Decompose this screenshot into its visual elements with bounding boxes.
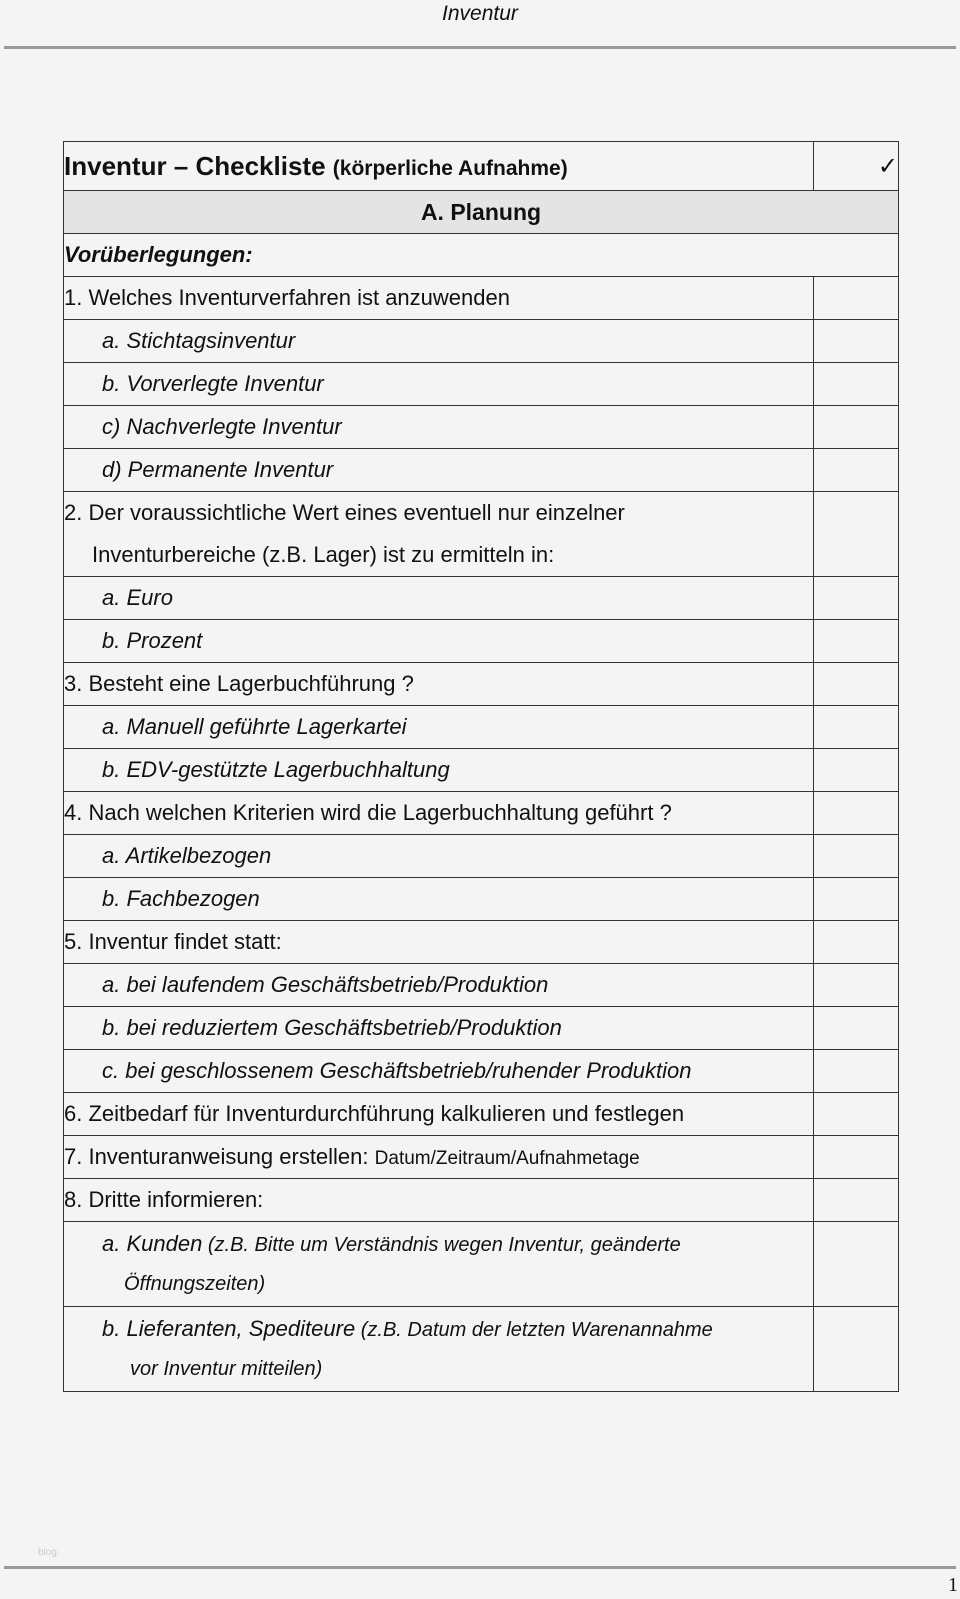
list-item-note: (z.B. Bitte um Verständnis wegen Inventur, geänderte <box>207 1234 681 1256</box>
checkbox-cell[interactable] <box>814 577 899 620</box>
list-item-text: b. Lieferanten, Spediteure <box>102 1316 356 1341</box>
checkbox-cell[interactable] <box>814 878 899 921</box>
checkbox-cell[interactable] <box>814 835 899 878</box>
list-item: 1. Welches Inventurverfahren ist anzuwenden <box>64 277 814 320</box>
checkbox-cell[interactable] <box>814 1222 899 1307</box>
checkbox-cell[interactable] <box>814 449 899 492</box>
list-item-note: (z.B. Datum der letzten Warenannahme <box>360 1319 713 1341</box>
list-item <box>64 1136 814 1179</box>
list-item: 6. Zeitbedarf für Inventurdurchführung kalkulieren und festlegen <box>64 1093 814 1136</box>
list-item: a. Stichtagsinventur <box>64 320 814 363</box>
checkbox-cell[interactable] <box>814 792 899 835</box>
list-item: b. bei reduziertem Geschäftsbetrieb/Produktion <box>64 1007 814 1050</box>
header-divider <box>4 46 956 49</box>
list-item <box>64 1222 814 1307</box>
list-item: 3. Besteht eine Lagerbuchführung ? <box>64 663 814 706</box>
list-item: a. Manuell geführte Lagerkartei <box>64 706 814 749</box>
list-item-note: Datum/Zeitraum/Aufnahmetage <box>374 1148 640 1169</box>
checkbox-cell[interactable] <box>814 363 899 406</box>
list-item: d) Permanente Inventur <box>64 449 814 492</box>
list-item: a. Euro <box>64 577 814 620</box>
checkbox-cell[interactable] <box>814 492 899 577</box>
checkbox-cell[interactable] <box>814 1307 899 1392</box>
list-item: b. EDV-gestützte Lagerbuchhaltung <box>64 749 814 792</box>
page-number: 1 <box>948 1574 958 1596</box>
list-item-note: Öffnungszeiten) <box>124 1273 266 1295</box>
checklist-title <box>64 142 814 191</box>
list-item: c. bei geschlossenem Geschäftsbetrieb/ruhender Produktion <box>64 1050 814 1093</box>
checkbox-cell[interactable] <box>814 620 899 663</box>
list-item: b. Vorverlegte Inventur <box>64 363 814 406</box>
list-item-line: 2. Der voraussichtliche Wert eines eventuell nur einzelner <box>64 500 625 525</box>
watermark: blog <box>38 1547 57 1558</box>
list-item: 8. Dritte informieren: <box>64 1179 814 1222</box>
list-item: a. Artikelbezogen <box>64 835 814 878</box>
list-item-line: Inventurbereiche (z.B. Lager) ist zu ermitteln in: <box>92 542 555 567</box>
page-header-title: Inventur <box>442 2 518 25</box>
footer-divider <box>4 1566 956 1569</box>
section-heading: A. Planung <box>64 191 899 234</box>
list-item-text: a. Kunden <box>102 1231 203 1256</box>
checkbox-cell[interactable] <box>814 921 899 964</box>
checkbox-cell[interactable] <box>814 1050 899 1093</box>
list-item: 5. Inventur findet statt: <box>64 921 814 964</box>
checkbox-cell[interactable] <box>814 1007 899 1050</box>
checklist-title-suffix: (körperliche Aufnahme) <box>332 156 568 180</box>
list-item-text: 7. Inventuranweisung erstellen: <box>64 1144 369 1169</box>
subheading: Vorüberlegungen: <box>64 234 899 277</box>
list-item: c) Nachverlegte Inventur <box>64 406 814 449</box>
checkbox-cell[interactable] <box>814 964 899 1007</box>
list-item <box>64 492 814 577</box>
checkbox-cell[interactable] <box>814 1136 899 1179</box>
list-item: 4. Nach welchen Kriterien wird die Lagerbuchhaltung geführt ? <box>64 792 814 835</box>
checkbox-cell[interactable] <box>814 663 899 706</box>
checkbox-cell[interactable] <box>814 320 899 363</box>
checkmark-icon: ✓ <box>814 142 899 191</box>
list-item: b. Fachbezogen <box>64 878 814 921</box>
checkbox-cell[interactable] <box>814 1179 899 1222</box>
checkbox-cell[interactable] <box>814 406 899 449</box>
checkbox-cell[interactable] <box>814 749 899 792</box>
checkbox-cell[interactable] <box>814 1093 899 1136</box>
checkbox-cell[interactable] <box>814 277 899 320</box>
list-item: b. Prozent <box>64 620 814 663</box>
list-item: a. bei laufendem Geschäftsbetrieb/Produktion <box>64 964 814 1007</box>
inventory-checklist-table <box>63 141 899 1392</box>
checklist-title-text: Inventur – Checkliste <box>64 150 326 181</box>
list-item-note: vor Inventur mitteilen) <box>130 1358 323 1380</box>
list-item <box>64 1307 814 1392</box>
checkbox-cell[interactable] <box>814 706 899 749</box>
